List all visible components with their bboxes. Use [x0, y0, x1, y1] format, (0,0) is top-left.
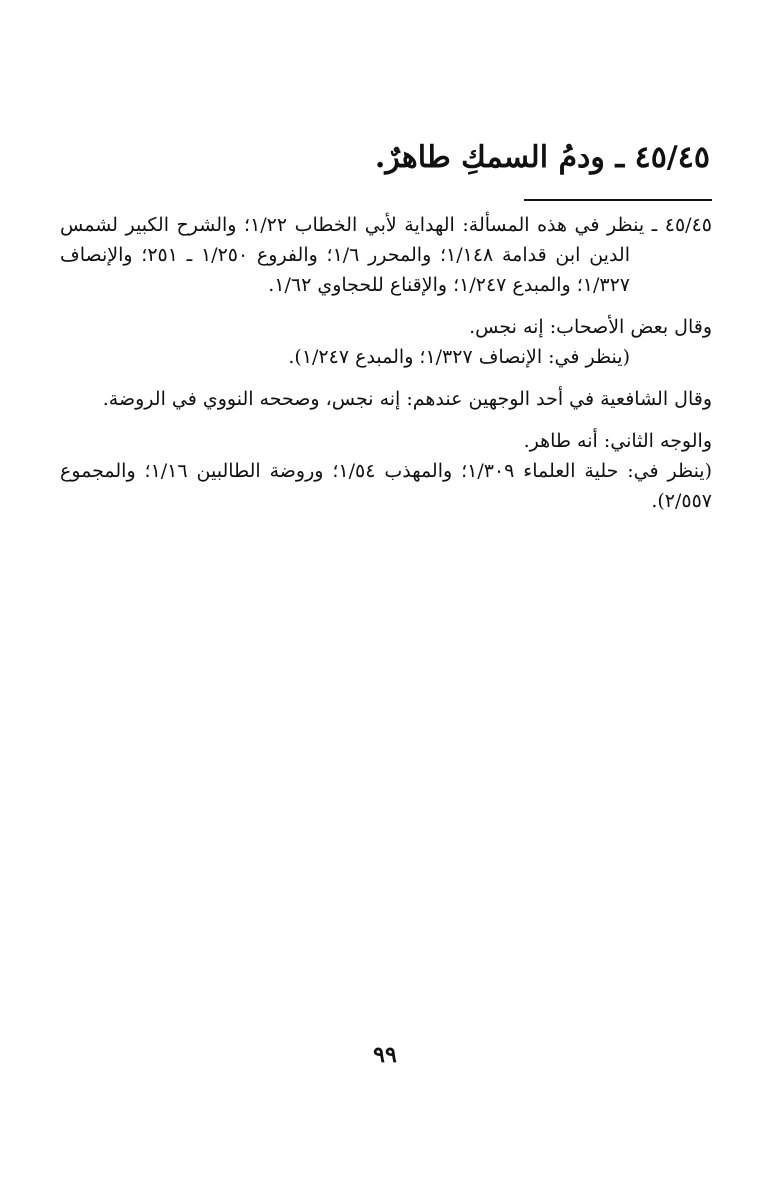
- footnote-references: ٤٥/٤٥ ـ ينظر في هذه المسألة: الهداية لأبي الخطاب ١/٢٢؛ والشرح الكبير لشمس الدين ابن قدامة ١/١٤٨؛ والمحرر ١/٦؛ والفروع ١/٢٥٠ ـ ٢٥١؛ والإنصاف ١/٣٢٧؛ والمبدع ١/٢٤٧؛ والإقناع للحجاوي ١/٦٢.: [60, 214, 712, 296]
- footnote-separator: [524, 199, 712, 201]
- footnote-reference-1: (ينظر في: الإنصاف ١/٣٢٧؛ والمبدع ١/٢٤٧).: [288, 346, 630, 368]
- section-heading: ٤٥/٤٥ ـ ودمُ السمكِ طاهرٌ.: [374, 140, 710, 175]
- page-number: ٩٩: [373, 1042, 397, 1068]
- footnote-opinion-2: وقال الشافعية في أحد الوجهين عندهم: إنه نجس، وصححه النووي في الروضة.: [102, 388, 712, 410]
- footnote-opinion-1: وقال بعض الأصحاب: إنه نجس.: [469, 316, 712, 338]
- footnote-reference-2: (ينظر في: حلية العلماء ١/٣٠٩؛ والمهذب ١/٥٤؛ وروضة الطالبين ١/١٦؛ والمجموع ٢/٥٥٧).: [60, 460, 712, 512]
- footnote-opinion-3: والوجه الثاني: أنه طاهر.: [523, 430, 712, 452]
- footnotes: [60, 210, 712, 516]
